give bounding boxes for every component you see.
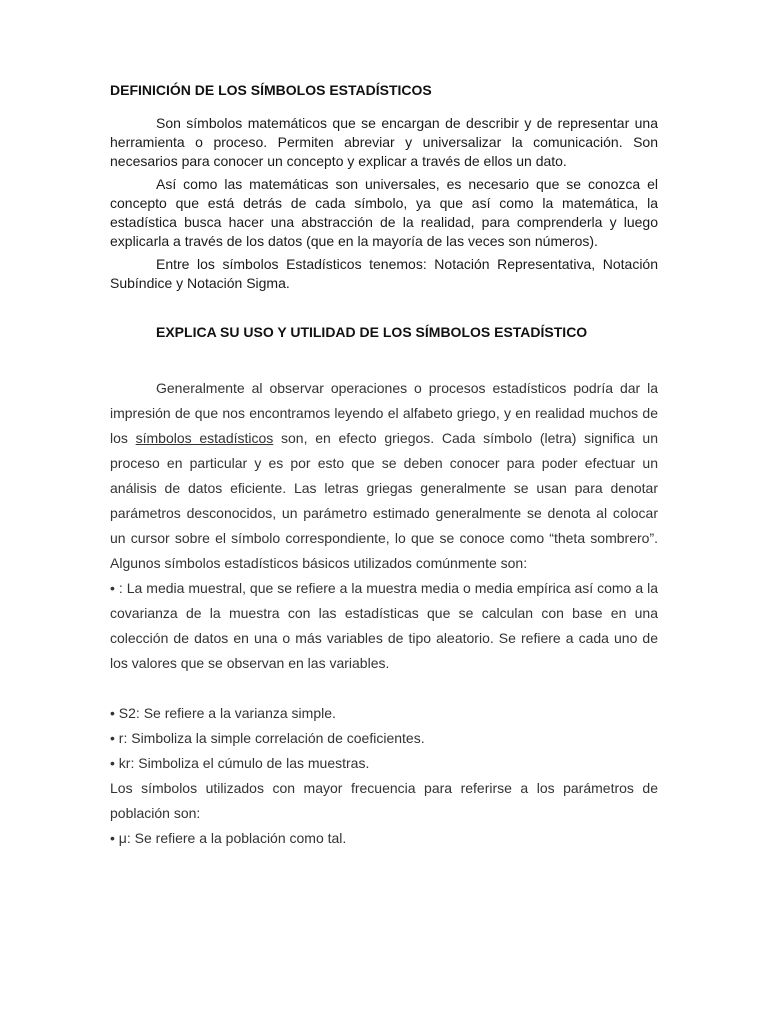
bullet-variance: • S2: Se refiere a la varianza simple.	[110, 705, 336, 721]
section-title-definition: DEFINICIÓN DE LOS SÍMBOLOS ESTADÍSTICOS	[110, 82, 432, 98]
usage-intro-text-end: son, en efecto griegos. Cada símbolo (letra) significa un proceso en particular y es por esto que se deben conocer para poder efectuar un análisis de datos eficiente. Las letras griegas generalmente se usan para denotar parámetros desconocidos, un parámetro estimado generalmente se denota al colocar un cursor sobre el símbolo correspondiente, lo que se conoce como “theta sombrero”. Algunos símbolos estadísticos básicos utilizados comúnmente son:	[110, 430, 658, 571]
definition-paragraph-2: Así como las matemáticas son universales, es necesario que se conozca el concepto que está detrás de cada símbolo, ya que así como la matemática, la estadística busca hacer una abstracción de la realidad, para comprenderla y luego explicarla a través de los datos (que en la mayoría de las veces son números).	[110, 176, 658, 249]
spacer	[110, 676, 658, 701]
bullet-sample-mean: • : La media muestral, que se refiere a la muestra media o media empírica así como a la covarianza de la muestra con las estadísticas que se calculan con base en una colección de datos en una o más variables de tipo aleatorio. Se refiere a cada uno de los valores que se observan en las variables.	[110, 580, 658, 671]
bullet-population-mean: • μ: Se refiere a la población como tal.	[110, 830, 347, 846]
bullet-correlation: • r: Simboliza la simple correlación de coeficientes.	[110, 730, 425, 746]
usage-intro-text-start: Generalmente al observar operaciones o procesos estadísticos podría dar la impresión de que nos encontramos leyendo el alfabeto griego, y en realidad muchos de los	[110, 380, 658, 446]
population-parameters-intro: Los símbolos utilizados con mayor frecuencia para referirse a los parámetros de población son:	[110, 780, 658, 821]
usage-intro-paragraph	[110, 376, 658, 576]
definition-paragraph-1: Son símbolos matemáticos que se encargan de describir y de representar una herramienta o proceso. Permiten abreviar y universalizar la comunicación. Son necesarios para conocer un concepto y explicar a través de ellos un dato.	[110, 115, 658, 169]
definition-paragraph-3: Entre los símbolos Estadísticos tenemos: Notación Representativa, Notación Subíndice y Notación Sigma.	[110, 256, 658, 291]
bullet-cumulant: • kr: Simboliza el cúmulo de las muestras.	[110, 755, 370, 771]
statistical-symbols-link[interactable]: símbolos estadísticos	[135, 430, 274, 446]
section-title-usage: EXPLICA SU USO Y UTILIDAD DE LOS SÍMBOLOS ESTADÍSTICO	[156, 324, 588, 340]
